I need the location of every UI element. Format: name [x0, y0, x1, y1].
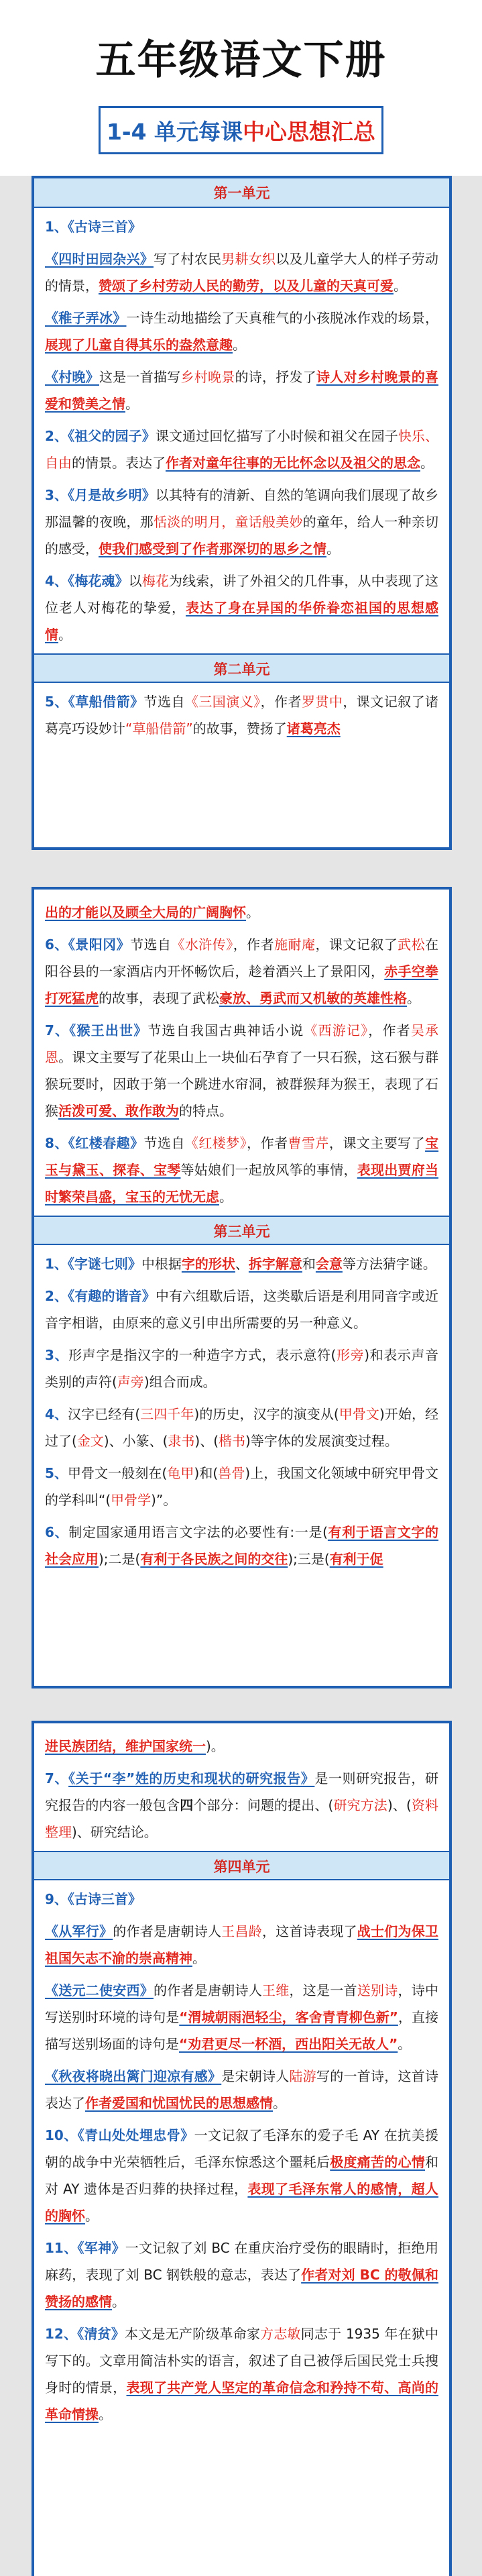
- text: )开始，经过了(: [45, 1406, 439, 1449]
- poem-title: 《从军行》: [45, 1923, 113, 1939]
- text: 。: [420, 455, 434, 471]
- text: ，课文记叙了: [315, 936, 398, 953]
- text: 的作者是唐朝诗人: [113, 1923, 222, 1939]
- key-phrase: 会意: [315, 1256, 343, 1272]
- text: 的故事，表现了武松: [99, 990, 219, 1006]
- key-phrase: 有利于语言文字的社会应用: [45, 1524, 439, 1567]
- subtitle-part2: 中心思想汇总: [243, 118, 376, 145]
- key-phrase: 极度痛苦的心情: [330, 2154, 425, 2170]
- unit-heading-3: 第三单元: [34, 1216, 449, 1245]
- key-phrase: 《三国演义》: [184, 694, 261, 710]
- text: 在阳谷县的一家酒店内开怀畅饮后，趁着酒兴上了景阳冈，: [45, 936, 439, 979]
- lesson-entry: [45, 2320, 438, 2428]
- text: )”。: [151, 1492, 177, 1508]
- text: 。: [326, 541, 340, 557]
- key-phrase: “渭城朝雨浥轻尘，客舍青青柳色新”: [179, 2009, 398, 2025]
- text: 是一则研究报告，研究报告的内容一般包含: [45, 1770, 439, 1813]
- key-phrase: 梅花: [141, 573, 169, 589]
- page-header: [0, 0, 482, 176]
- lesson-entry: [45, 1886, 438, 1913]
- key-phrase: 乡村晚景: [180, 369, 235, 385]
- key-phrase: 陆游: [289, 2068, 316, 2084]
- key-phrase: 有利于促: [329, 1551, 383, 1567]
- text: 制定国家通用语言文字法的必要性有:一是(: [68, 1524, 328, 1540]
- key-phrase: 龟甲: [167, 1465, 194, 1481]
- text: 。: [233, 337, 246, 353]
- lesson-entry: [45, 423, 438, 476]
- text: 以其特有的清新、自然的笔调向我们展现了故乡那温馨的夜晚，那: [45, 487, 439, 530]
- text: 一文记叙了刘 BC 在重庆治疗受伤的眼睛时，拒绝用麻药，表现了刘 BC 钢铁般的意志，表达了: [45, 2240, 438, 2283]
- lesson-entry-continued: [45, 899, 438, 926]
- lesson-title: 《猴王出世》: [69, 1022, 148, 1038]
- key-phrase: 研究方法: [333, 1797, 387, 1813]
- text: 本文是无产阶级革命家: [125, 2326, 261, 2342]
- text: )。: [206, 1738, 225, 1754]
- text: )、(: [387, 1797, 412, 1813]
- poem-title: 《秋夜将晓出篱门迎凉有感》: [45, 2068, 222, 2084]
- lesson-title: 《军神》: [77, 2240, 125, 2256]
- key-phrase: 《红楼梦》: [184, 1135, 247, 1151]
- lesson-number: 7、: [45, 1770, 69, 1786]
- poem-title: 《送元二使安西》: [45, 1982, 154, 1998]
- lesson-number: 5、: [45, 1465, 68, 1481]
- text: 。: [407, 990, 420, 1006]
- page-title: 五年级语文下册: [95, 37, 387, 84]
- text: )、研究结论。: [72, 1824, 158, 1840]
- key-phrase: 三四千年: [140, 1406, 194, 1422]
- key-phrase: 形旁: [336, 1347, 365, 1363]
- lesson-number: 3、: [45, 487, 68, 503]
- text: );三是(: [288, 1551, 330, 1567]
- text: 节选自: [130, 936, 172, 953]
- text: 。: [125, 396, 139, 412]
- lesson-entry: [45, 246, 438, 299]
- key-phrase: 快乐、自由: [45, 428, 439, 471]
- key-phrase: 声旁: [117, 1374, 144, 1390]
- text: 和对 AY 遗体是否归葬的抉择过程，: [45, 2154, 438, 2197]
- subtitle-part1: 1-4 单元每课: [106, 118, 243, 145]
- text: 的特点。: [179, 1103, 233, 1119]
- text: 、: [235, 1256, 249, 1272]
- key-phrase: 曹雪芹: [288, 1135, 329, 1151]
- lesson-entry: [45, 1342, 438, 1395]
- key-phrase: 王维: [262, 1982, 290, 1998]
- key-phrase: 兽骨: [218, 1465, 245, 1481]
- lesson-number: 3、: [45, 1347, 69, 1363]
- central-idea: 出的才能以及顾全大局的广阔胸怀: [45, 904, 246, 920]
- key-phrase: 甲骨学: [111, 1492, 152, 1508]
- lesson-entry: [45, 931, 438, 1012]
- lesson-entry: [45, 1460, 438, 1513]
- key-phrase: 武松: [398, 936, 426, 953]
- text: ，作者: [260, 694, 302, 710]
- lesson-entry: [45, 213, 438, 240]
- text: ，课文记叙了诸葛亮巧设妙计: [45, 694, 439, 737]
- panel-units-3-4: [32, 1721, 452, 2576]
- key-phrase: “劝君更尽一杯酒，西出阳关无故人”: [179, 2036, 398, 2052]
- text: 汉字已经有(: [68, 1406, 141, 1422]
- text: ，作者: [368, 1022, 411, 1038]
- lesson-number: 4、: [45, 1406, 68, 1422]
- lesson-entry: [45, 1401, 438, 1454]
- lesson-entry: [45, 1519, 438, 1572]
- text: )和(: [194, 1465, 219, 1481]
- text: )等字体的发展演变过程。: [245, 1433, 398, 1449]
- text: 和: [302, 1256, 316, 1272]
- lesson-entry: [45, 568, 438, 648]
- lesson-title: 《有趣的谐音》: [68, 1288, 156, 1304]
- key-phrase: 施耐庵: [274, 936, 316, 953]
- text: 以及儿童学大人的样子劳动的情景，: [45, 251, 438, 294]
- lesson-number: 12、: [45, 2326, 78, 2342]
- key-phrase: 吴承恩: [45, 1022, 439, 1065]
- lesson-number: 2、: [45, 1288, 68, 1304]
- poem-title: 《村晚》: [45, 369, 99, 385]
- lesson-title: 《古诗三首》: [67, 219, 141, 235]
- text: 。: [85, 2208, 99, 2224]
- unit-heading-1: 第一单元: [34, 178, 449, 208]
- text: 的作者是唐朝诗人: [154, 1982, 262, 1998]
- lesson-entry: [45, 1765, 438, 1845]
- unit-heading-2: 第二单元: [34, 653, 449, 683]
- lesson-entry: [45, 1283, 438, 1336]
- key-phrase: 隶书: [168, 1433, 195, 1449]
- text: )、小篆、(: [103, 1433, 168, 1449]
- text: ，课文主要写了: [328, 1135, 426, 1151]
- key-phrase: 金文: [76, 1433, 104, 1449]
- central-idea: 表达了身在异国的华侨眷恋祖国的思想感情: [45, 600, 438, 643]
- lesson-title: 《祖父的园子》: [68, 428, 156, 444]
- key-phrase: 罗贯中: [301, 694, 343, 710]
- text: 等姑娘们一起放风筝的事情，: [180, 1162, 357, 1178]
- lesson-entry: [45, 2235, 438, 2315]
- text: ，作者: [233, 936, 275, 953]
- lesson-title: 《清贫》: [77, 2326, 125, 2342]
- key-phrase: 有利于各民族之间的交往: [140, 1551, 288, 1567]
- poem-title: 《四时田园杂兴》: [45, 251, 154, 267]
- key-phrase: 宝玉与黛玉、探春、宝琴: [45, 1135, 439, 1178]
- text: 。: [192, 1950, 206, 1966]
- lesson-title: 《红楼春趣》: [68, 1135, 144, 1151]
- lesson-number: 7、: [45, 1022, 70, 1038]
- lesson-entry: [45, 1017, 438, 1124]
- text: 的诗，抒发了: [235, 369, 316, 385]
- key-phrase: 方志敏: [260, 2326, 301, 2342]
- text: );二是(: [99, 1551, 141, 1567]
- lesson-title: 《字谜七则》: [67, 1256, 141, 1272]
- key-phrase: 男耕女织: [221, 251, 276, 267]
- text: 课文通过回忆描写了小时候和祖父在园子: [155, 428, 398, 444]
- lesson-entry: [45, 1977, 438, 2057]
- text: 一文记叙了毛泽东的爱子毛 AY 在抗美援朝的战争中光荣牺牲后，毛泽东惊悉这个噩耗后: [45, 2127, 438, 2170]
- text: 。: [246, 904, 259, 920]
- key-phrase: 王昌龄: [221, 1923, 262, 1939]
- text: 。: [112, 2294, 125, 2310]
- text: 。: [398, 2036, 412, 2052]
- central-idea: 战士们为保卫祖国矢志不渝的崇高精神: [45, 1923, 438, 1966]
- central-idea: 表现了共产党人坚定的革命信念和矜持不苟、高尚的革命情操: [45, 2379, 438, 2422]
- central-idea: 诗人对乡村晚景的喜爱和赞美之情: [45, 369, 438, 412]
- text: ，这首诗表现了: [262, 1923, 357, 1939]
- text: 。课文主要写了花果山上一块仙石孕育了一只石猴，这石猴与群猴玩要时，因敢于第一个跳进水帘洞，被群猴拜为猴王，表现了石猴: [45, 1049, 438, 1119]
- lesson-number: 8、: [45, 1135, 68, 1151]
- text: 。: [219, 1189, 233, 1205]
- text: )、(: [194, 1433, 219, 1449]
- text: 是宋朝诗人: [221, 2068, 290, 2084]
- lesson-number: 5、: [45, 694, 68, 710]
- unit-heading-4: 第四单元: [34, 1851, 449, 1880]
- central-idea: 诸葛亮杰: [286, 720, 341, 737]
- lesson-entry: [45, 1250, 438, 1277]
- poem-title: 《稚子弄冰》: [45, 310, 127, 326]
- text: )上，我国文化领域中研究甲骨文的学科叫“(: [45, 1465, 439, 1508]
- text: 四: [180, 1797, 194, 1813]
- lesson-title: 《古诗三首》: [67, 1891, 141, 1907]
- lesson-number: 9、: [45, 1891, 68, 1907]
- lesson-title: 《梅花魂》: [68, 573, 129, 589]
- text: 节选自: [143, 1135, 185, 1151]
- text: 等方法猜字谜。: [342, 1256, 436, 1272]
- text: 。: [58, 627, 72, 643]
- text: 个部分：问题的提出、(: [193, 1797, 334, 1813]
- key-phrase: 拆字解意: [248, 1256, 302, 1272]
- central-idea: 表现了毛泽东常人的感情，超人的胸怀: [45, 2181, 439, 2224]
- lesson-entry: [45, 1130, 438, 1210]
- lesson-title: 《青山处处埋忠骨》: [77, 2127, 194, 2143]
- lesson-entry: [45, 2122, 438, 2229]
- lesson-title: 《草船借箭》: [68, 694, 144, 710]
- text: 甲骨文一般刻在(: [68, 1465, 168, 1481]
- text: 。: [394, 278, 407, 294]
- text: 节选自: [143, 694, 185, 710]
- text: ，直接描写送别场面的诗句是: [45, 2009, 439, 2052]
- text: 的情景。表达了: [72, 455, 166, 471]
- central-idea: 表现出贾府当时繁荣昌盛，宝玉的无忧无虑: [45, 1162, 438, 1205]
- text: 的故事，赞扬了: [192, 720, 287, 737]
- central-idea: 作者爱国和忧国忧民的思想感情: [85, 2095, 273, 2111]
- text: 形声字是指汉字的一种造字方式，表示意符(: [68, 1347, 337, 1363]
- text: 这是一首描写: [99, 369, 181, 385]
- lesson-entry: [45, 305, 438, 358]
- text: )和表示声音类别的声符(: [45, 1347, 438, 1390]
- lesson-number: 11、: [45, 2240, 78, 2256]
- key-phrase: 字的形状: [181, 1256, 235, 1272]
- text: 为线索，讲了外祖父的几件事，从中表现了这位老人对梅花的挚爱，: [45, 573, 439, 616]
- lesson-entry: [45, 1918, 438, 1972]
- central-idea: 活泼可爱、敢作敢为: [58, 1103, 179, 1119]
- key-phrase: 资料整理: [45, 1797, 439, 1840]
- lesson-title: 《景阳冈》: [68, 936, 131, 953]
- lesson-entry: [45, 2063, 438, 2116]
- lesson-number: 10、: [45, 2127, 78, 2143]
- text: 。: [99, 2406, 112, 2422]
- central-idea: 作者对童年往事的无比怀念以及祖父的思念: [166, 455, 420, 471]
- text: )组合而成。: [143, 1374, 217, 1390]
- key-phrase: 《水浒传》: [171, 936, 233, 953]
- lesson-number: 1、: [45, 1256, 68, 1272]
- text: )的历史，汉字的演变从(: [194, 1406, 339, 1422]
- panel-units-1-2: [32, 176, 452, 850]
- text: ，诗中写送别时环境的诗句是: [45, 1982, 438, 2025]
- text: 写了村农民: [154, 251, 222, 267]
- central-idea: 赤手空拳打死猛虎: [45, 963, 438, 1006]
- lesson-number: 6、: [45, 1524, 69, 1540]
- key-phrase: 《西游记》: [304, 1022, 369, 1038]
- panel-units-2-3: [32, 887, 452, 1688]
- text: ，作者: [247, 1135, 288, 1151]
- central-idea: 作者对刘 BC 的敬佩和赞扬的感情: [45, 2267, 438, 2310]
- text: 中根据: [141, 1256, 182, 1272]
- key-phrase: 甲骨文: [339, 1406, 379, 1422]
- key-phrase: “草船借箭”: [125, 720, 193, 737]
- text: 中有六组歇后语，这类歇后语是利用同音字或近音字相谐，由原来的意义引申出所需要的另一种意义。: [45, 1288, 439, 1331]
- lesson-number: 6、: [45, 936, 68, 953]
- text: ，这是一首: [289, 1982, 357, 1998]
- lesson-number: 1、: [45, 219, 68, 235]
- key-phrase: 楷书: [219, 1433, 246, 1449]
- key-phrase: 进民族团结，维护国家统一: [45, 1738, 206, 1754]
- lesson-number: 4、: [45, 573, 68, 589]
- lesson-entry: [45, 482, 438, 562]
- lesson-number: 2、: [45, 428, 68, 444]
- text: 节选自我国古典神话小说: [147, 1022, 304, 1038]
- text: 一诗生动地描绘了天真稚气的小孩脱冰作戏的场景，: [126, 310, 438, 326]
- key-phrase: 恬淡的明月，童话般美妙: [154, 514, 303, 530]
- text: 。: [273, 2095, 286, 2111]
- text: 写的一首诗，这首诗表达了: [45, 2068, 438, 2111]
- central-idea: 展现了儿童自得其乐的盎然意趣: [45, 337, 233, 353]
- text: 以: [128, 573, 142, 589]
- lesson-title: 《月是故乡明》: [68, 487, 156, 503]
- subtitle-box: [99, 106, 383, 154]
- text: 同志于 1935 年在狱中写下的。文章用简洁朴实的语言，叙述了自己被俘后国民党士兵搜身时的情景，: [45, 2326, 439, 2396]
- central-idea: 使我们感受到了作者那深切的思乡之情: [99, 541, 326, 557]
- lesson-entry-continued: [45, 1733, 438, 1760]
- lesson-entry: [45, 364, 438, 417]
- text: 的童年，给人一种亲切的感受，: [45, 514, 438, 557]
- lesson-entry: [45, 688, 438, 742]
- central-idea: 赞颂了乡村劳动人民的勤劳，以及儿童的天真可爱: [99, 278, 394, 294]
- central-idea: 豪放、勇武而又机敏的英雄性格: [219, 990, 407, 1006]
- key-phrase: 送别诗: [357, 1982, 398, 1998]
- lesson-title: 《关于“李”姓的历史和现状的研究报告》: [68, 1770, 315, 1786]
